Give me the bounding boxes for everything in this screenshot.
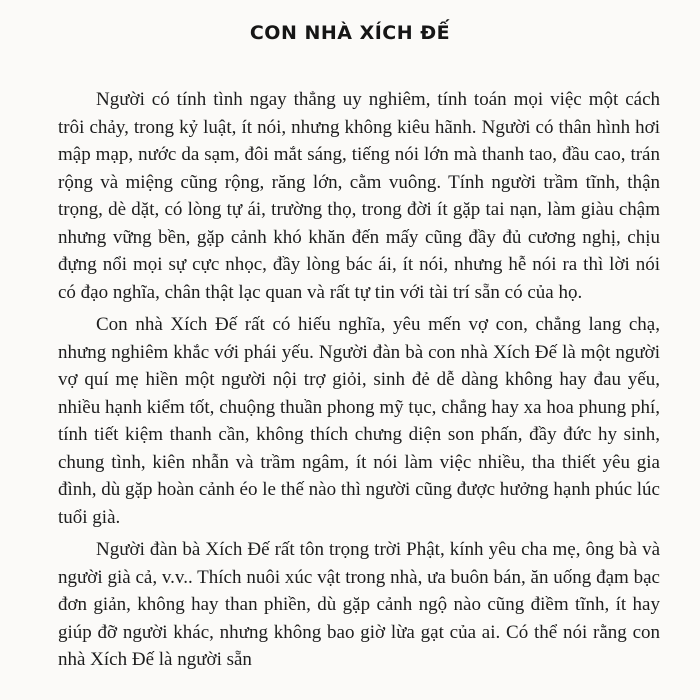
paragraph-3: Người đàn bà Xích Đế rất tôn trọng trời Phật, kính yêu cha mẹ, ông bà và người già cả, v.v.. Thích nuôi xúc vật trong nhà, ưa buôn bán, ăn uống đạm bạc đơn giản, không hay than phiền, dù gặp cảnh ngộ nào cũng điềm tĩnh, ít hay giúp đỡ người khác, nhưng không bao giờ lừa gạt của ai. Có thể nói rằng con nhà Xích Đế là người sẵn — [58, 539, 660, 670]
paragraph-2: Con nhà Xích Đế rất có hiếu nghĩa, yêu mến vợ con, chẳng lang chạ, nhưng nghiêm khắc với phái yếu. Người đàn bà con nhà Xích Đế là một người vợ quí mẹ hiền một người nội trợ giỏi, sinh đẻ dễ dàng không hay đau yếu, nhiều hạnh kiểm tốt, chuộng thuần phong mỹ tục, chẳng hay xa hoa phung phí, tính tiết kiệm thanh cần, không thích chưng diện son phấn, đầy đức hy sinh, chung tình, kiên nhẫn và trầm ngâm, ít nói làm việc nhiều, tha thiết yêu gia đình, dù gặp hoàn cảnh éo le thế nào thì người cũng được hưởng hạnh phúc lúc tuổi già. — [58, 314, 660, 528]
paragraph-1: Người có tính tình ngay thẳng uy nghiêm, tính toán mọi việc một cách trôi chảy, trong kỷ luật, ít nói, nhưng không kiêu hãnh. Người có thân hình hơi mập mạp, nước da sạm, đôi mắt sáng, tiếng nói lớn mà thanh tao, đầu cao, trán rộng và miệng cũng rộng, răng lớn, cằm vuông. Tính người trầm tĩnh, thận trọng, dè dặt, có lòng tự ái, trường thọ, trong đời ít gặp tai nạn, làm giàu chậm nhưng vững bền, gặp cảnh khó khăn đến mấy cũng đầy đủ cương nghị, chịu đựng nổi mọi sự cực nhọc, đầy lòng bác ái, ít nói, nhưng hễ nói ra thì lời nói có đạo nghĩa, chân thật lạc quan và rất tự tin với tài trí sẵn có của họ. — [58, 89, 660, 303]
chapter-title: CON NHÀ XÍCH ĐẾ — [249, 22, 451, 44]
body-text — [58, 86, 660, 679]
